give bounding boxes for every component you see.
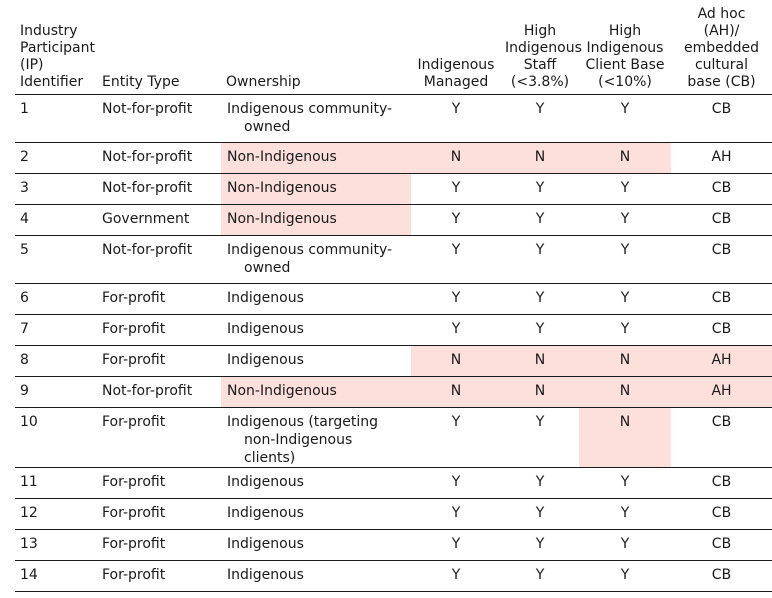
indigenous-client-base-cell: Y — [620, 179, 630, 196]
indigenous-client-base-cell: Y — [620, 289, 630, 306]
entity-type-cell: For-profit — [102, 566, 166, 583]
indigenous-client-base-cell: Y — [620, 320, 630, 337]
indigenous-staff-cell: Y — [535, 210, 545, 227]
table-row — [15, 142, 772, 173]
entity-type-cell: Not-for-profit — [102, 148, 193, 165]
table-row — [15, 498, 772, 529]
indigenous-managed-cell: Y — [451, 535, 461, 552]
ownership-cell — [221, 467, 411, 498]
indigenous-client-base-cell: N — [579, 407, 671, 467]
indigenous-staff-cell: N — [501, 142, 579, 173]
ownership-cell — [221, 235, 411, 283]
entity-type-cell: For-profit — [102, 413, 166, 430]
cultural-base-cell: AH — [671, 376, 772, 407]
indigenous-managed-cell: N — [411, 345, 501, 376]
ownership-text: Indigenous — [227, 320, 304, 337]
header-cultural-base: Ad hoc (AH)/ embedded cultural base (CB) — [683, 5, 760, 90]
ownership-cell — [221, 376, 411, 407]
ownership-text: Indigenous — [227, 473, 304, 490]
indigenous-managed-cell: Y — [451, 100, 461, 117]
ownership-cell — [221, 529, 411, 560]
entity-type-cell: Not-for-profit — [102, 100, 193, 117]
indigenous-staff-cell: Y — [535, 413, 545, 430]
table-row — [15, 376, 772, 407]
indigenous-client-base-cell: N — [579, 142, 671, 173]
ownership-cell — [221, 142, 411, 173]
ownership-text: Non-Indigenous — [227, 382, 337, 399]
ip-identifier-cell: 4 — [20, 210, 29, 227]
indigenous-client-base-cell: Y — [620, 210, 630, 227]
ownership-text: Non-Indigenous — [227, 179, 337, 196]
header-ownership: Ownership — [226, 73, 301, 90]
table-row — [15, 94, 772, 142]
indigenous-staff-cell: Y — [535, 241, 545, 258]
ip-identifier-cell: 3 — [20, 179, 29, 196]
ownership-cell — [221, 498, 411, 529]
indigenous-client-base-cell: Y — [620, 241, 630, 258]
table-row — [15, 173, 772, 204]
indigenous-managed-cell: Y — [451, 179, 461, 196]
cultural-base-cell: CB — [711, 566, 732, 583]
ownership-cell — [221, 204, 411, 235]
indigenous-staff-cell: Y — [535, 289, 545, 306]
indigenous-managed-cell: Y — [451, 241, 461, 258]
indigenous-staff-cell: Y — [535, 320, 545, 337]
table-row — [15, 204, 772, 235]
indigenous-client-base-cell: Y — [620, 100, 630, 117]
entity-type-cell: Not-for-profit — [102, 382, 193, 399]
cultural-base-cell: AH — [711, 148, 732, 165]
cultural-base-cell: CB — [711, 473, 732, 490]
ownership-cell — [221, 94, 411, 142]
indigenous-client-base-cell: Y — [620, 535, 630, 552]
indigenous-managed-cell: Y — [451, 210, 461, 227]
indigenous-staff-cell: Y — [535, 100, 545, 117]
indigenous-managed-cell: N — [411, 376, 501, 407]
ip-identifier-cell: 14 — [20, 566, 38, 583]
ip-identifier-cell: 11 — [20, 473, 38, 490]
industry-participants-table — [15, 0, 772, 592]
indigenous-client-base-cell: Y — [620, 473, 630, 490]
entity-type-cell: For-profit — [102, 473, 166, 490]
ownership-text: Indigenous — [227, 566, 304, 583]
indigenous-staff-cell: Y — [535, 535, 545, 552]
indigenous-staff-cell: N — [501, 376, 579, 407]
entity-type-cell: For-profit — [102, 504, 166, 521]
ownership-text: Indigenous community-owned — [227, 241, 393, 276]
ownership-cell — [221, 283, 411, 314]
ip-identifier-cell: 5 — [20, 241, 29, 258]
ownership-cell — [221, 345, 411, 376]
table-row — [15, 314, 772, 345]
ownership-text: Indigenous — [227, 289, 304, 306]
table-row — [15, 283, 772, 314]
indigenous-managed-cell: Y — [451, 320, 461, 337]
ownership-cell — [221, 314, 411, 345]
entity-type-cell: For-profit — [102, 351, 166, 368]
indigenous-staff-cell: Y — [535, 473, 545, 490]
table-row — [15, 345, 772, 376]
ip-identifier-cell: 1 — [20, 100, 29, 117]
cultural-base-cell: CB — [711, 504, 732, 521]
cultural-base-cell: CB — [711, 179, 732, 196]
ownership-text: Indigenous — [227, 351, 304, 368]
ownership-text: Indigenous — [227, 535, 304, 552]
ip-identifier-cell: 12 — [20, 504, 38, 521]
ownership-text: Non-Indigenous — [227, 148, 337, 165]
entity-type-cell: For-profit — [102, 535, 166, 552]
indigenous-managed-cell: Y — [451, 473, 461, 490]
indigenous-staff-cell: Y — [535, 566, 545, 583]
header-indigenous-managed: Indigenous Managed — [417, 56, 495, 90]
table-row — [15, 560, 772, 591]
ownership-text: Indigenous — [227, 504, 304, 521]
cultural-base-cell: AH — [671, 345, 772, 376]
indigenous-managed-cell: Y — [451, 413, 461, 430]
cultural-base-cell: CB — [711, 535, 732, 552]
table-row — [15, 529, 772, 560]
header-row — [15, 0, 772, 94]
header-high-indigenous-client-base: High Indigenous Client Base (<10%) — [585, 22, 665, 90]
entity-type-cell: Not-for-profit — [102, 241, 193, 258]
cultural-base-cell: CB — [711, 320, 732, 337]
ip-identifier-cell: 10 — [20, 413, 38, 430]
header-entity-type: Entity Type — [102, 73, 180, 90]
indigenous-staff-cell: Y — [535, 504, 545, 521]
indigenous-managed-cell: Y — [451, 566, 461, 583]
table-row — [15, 467, 772, 498]
cultural-base-cell: CB — [711, 289, 732, 306]
ownership-text: Indigenous (targeting non-Indigenous clients) — [227, 413, 379, 466]
cultural-base-cell: CB — [711, 413, 732, 430]
entity-type-cell: Not-for-profit — [102, 179, 193, 196]
table-row — [15, 235, 772, 283]
ownership-cell — [221, 407, 411, 467]
indigenous-staff-cell: N — [501, 345, 579, 376]
entity-type-cell: Government — [102, 210, 190, 227]
indigenous-client-base-cell: N — [579, 376, 671, 407]
ip-identifier-cell: 2 — [20, 148, 29, 165]
entity-type-cell: For-profit — [102, 320, 166, 337]
indigenous-managed-cell: Y — [451, 289, 461, 306]
indigenous-client-base-cell: N — [579, 345, 671, 376]
ip-identifier-cell: 6 — [20, 289, 29, 306]
header-high-indigenous-staff: High Indigenous Staff (<3.8%) — [505, 22, 582, 90]
table-row — [15, 407, 772, 467]
indigenous-managed-cell: Y — [451, 504, 461, 521]
entity-type-cell: For-profit — [102, 289, 166, 306]
ownership-cell — [221, 560, 411, 591]
cultural-base-cell: CB — [711, 100, 732, 117]
ownership-text: Non-Indigenous — [227, 210, 337, 227]
cultural-base-cell: CB — [711, 210, 732, 227]
indigenous-client-base-cell: Y — [620, 504, 630, 521]
cultural-base-cell: CB — [711, 241, 732, 258]
indigenous-client-base-cell: Y — [620, 566, 630, 583]
indigenous-staff-cell: Y — [535, 179, 545, 196]
table-body — [15, 94, 772, 591]
ownership-text: Indigenous community-owned — [227, 100, 393, 135]
ip-identifier-cell: 13 — [20, 535, 38, 552]
ip-identifier-cell: 7 — [20, 320, 29, 337]
ip-identifier-cell: 9 — [20, 382, 29, 399]
ip-identifier-cell: 8 — [20, 351, 29, 368]
ownership-cell — [221, 173, 411, 204]
indigenous-managed-cell: N — [411, 142, 501, 173]
header-ip-identifier: Industry Participant (IP) Identifier — [20, 22, 95, 90]
